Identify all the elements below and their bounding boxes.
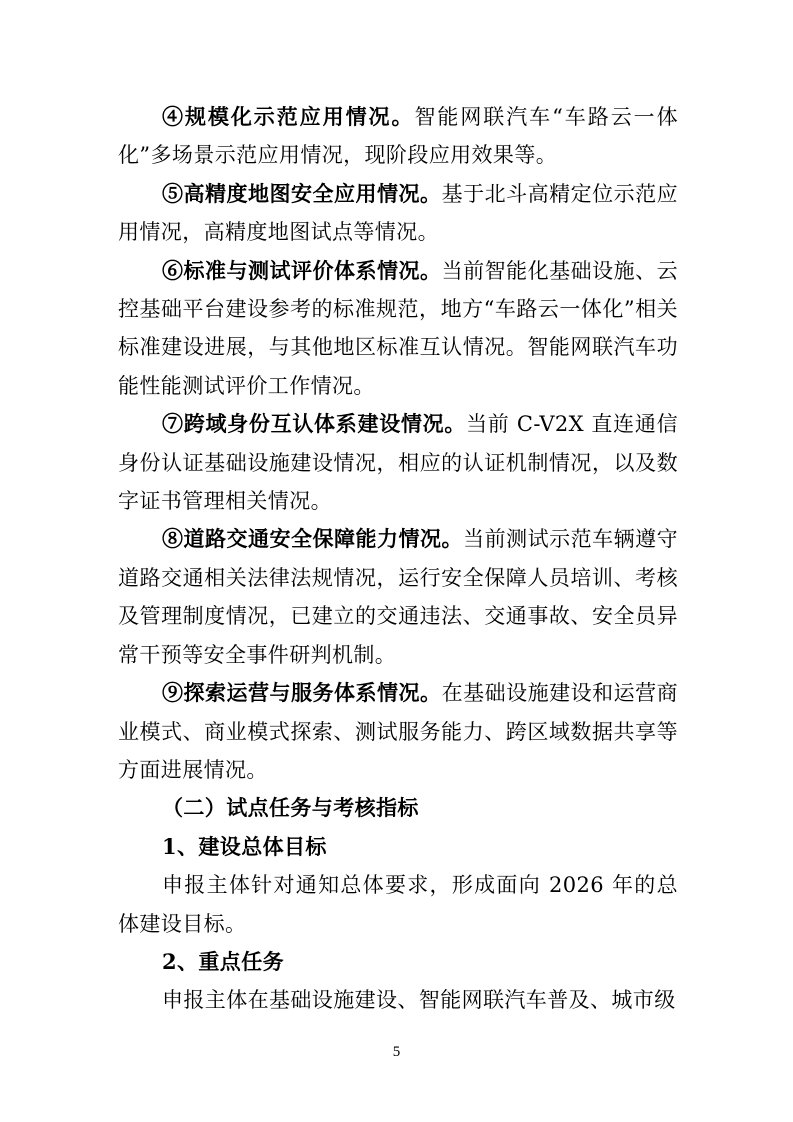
paragraph-text: 智能网联汽车“车路云一体化”多场景示范应用情况，现阶段应用效果等。: [118, 105, 678, 168]
page-number: 5: [392, 1044, 401, 1060]
paragraph-lead: ⑥标准与测试评价体系情况。: [162, 257, 442, 283]
subsection-text-2: 申报主体在基础设施建设、智能网联汽车普及、城市级: [162, 988, 676, 1013]
paragraph-text: 基于北斗高精定位示范应用情况，高精度地图试点等情况。: [118, 181, 679, 245]
subsection-text-1: 申报主体针对通知总体要求，形成面向 2026 年的总体建设目标。: [118, 873, 678, 936]
paragraph-item-7: [118, 405, 678, 520]
paragraph-text: 当前智能化基础设施、云控基础平台建设参考的标准规范，地方“车路云一体化”相关标准建设进展，与其他地区标准互认情况。智能网联汽车功能性能测试评价工作情况。: [118, 258, 679, 398]
subsection-heading-1: 1、建设总体目标: [162, 833, 327, 859]
paragraph-item-5: [118, 175, 678, 252]
paragraph-lead: ⑨探索运营与服务体系情况。: [162, 680, 442, 706]
subsection-heading-2: 2、重点任务: [162, 948, 285, 974]
paragraph-lead: ④规模化示范应用情况。: [162, 104, 415, 129]
paragraph-item-8: [118, 520, 678, 674]
section-heading: （二）试点任务与考核指标: [162, 795, 419, 821]
paragraph-item-4: [118, 98, 678, 175]
page-content: [118, 98, 678, 1020]
paragraph-text: 当前 C-V2X 直连通信身份认证基础设施建设情况，相应的认证机制情况，以及数字证书管理相关情况。: [118, 412, 678, 514]
paragraph-item-6: [118, 252, 678, 406]
paragraph-text: 当前测试示范车辆遵守道路交通相关法律法规情况，运行安全保障人员培训、考核及管理制度情况，已建立的交通违法、交通事故、安全员异常干预等安全事件研判机制。: [118, 527, 678, 667]
paragraph-lead: ⑤高精度地图安全应用情况。: [162, 180, 442, 206]
paragraph-lead: ⑦跨域身份互认体系建设情况。: [162, 411, 467, 437]
paragraph-item-9: [118, 674, 678, 789]
paragraph-text: 在基础设施建设和运营商业模式、商业模式探索、测试服务能力、跨区域数据共享等方面进展情况。: [118, 681, 679, 782]
paragraph-lead: ⑧道路交通安全保障能力情况。: [162, 526, 464, 552]
